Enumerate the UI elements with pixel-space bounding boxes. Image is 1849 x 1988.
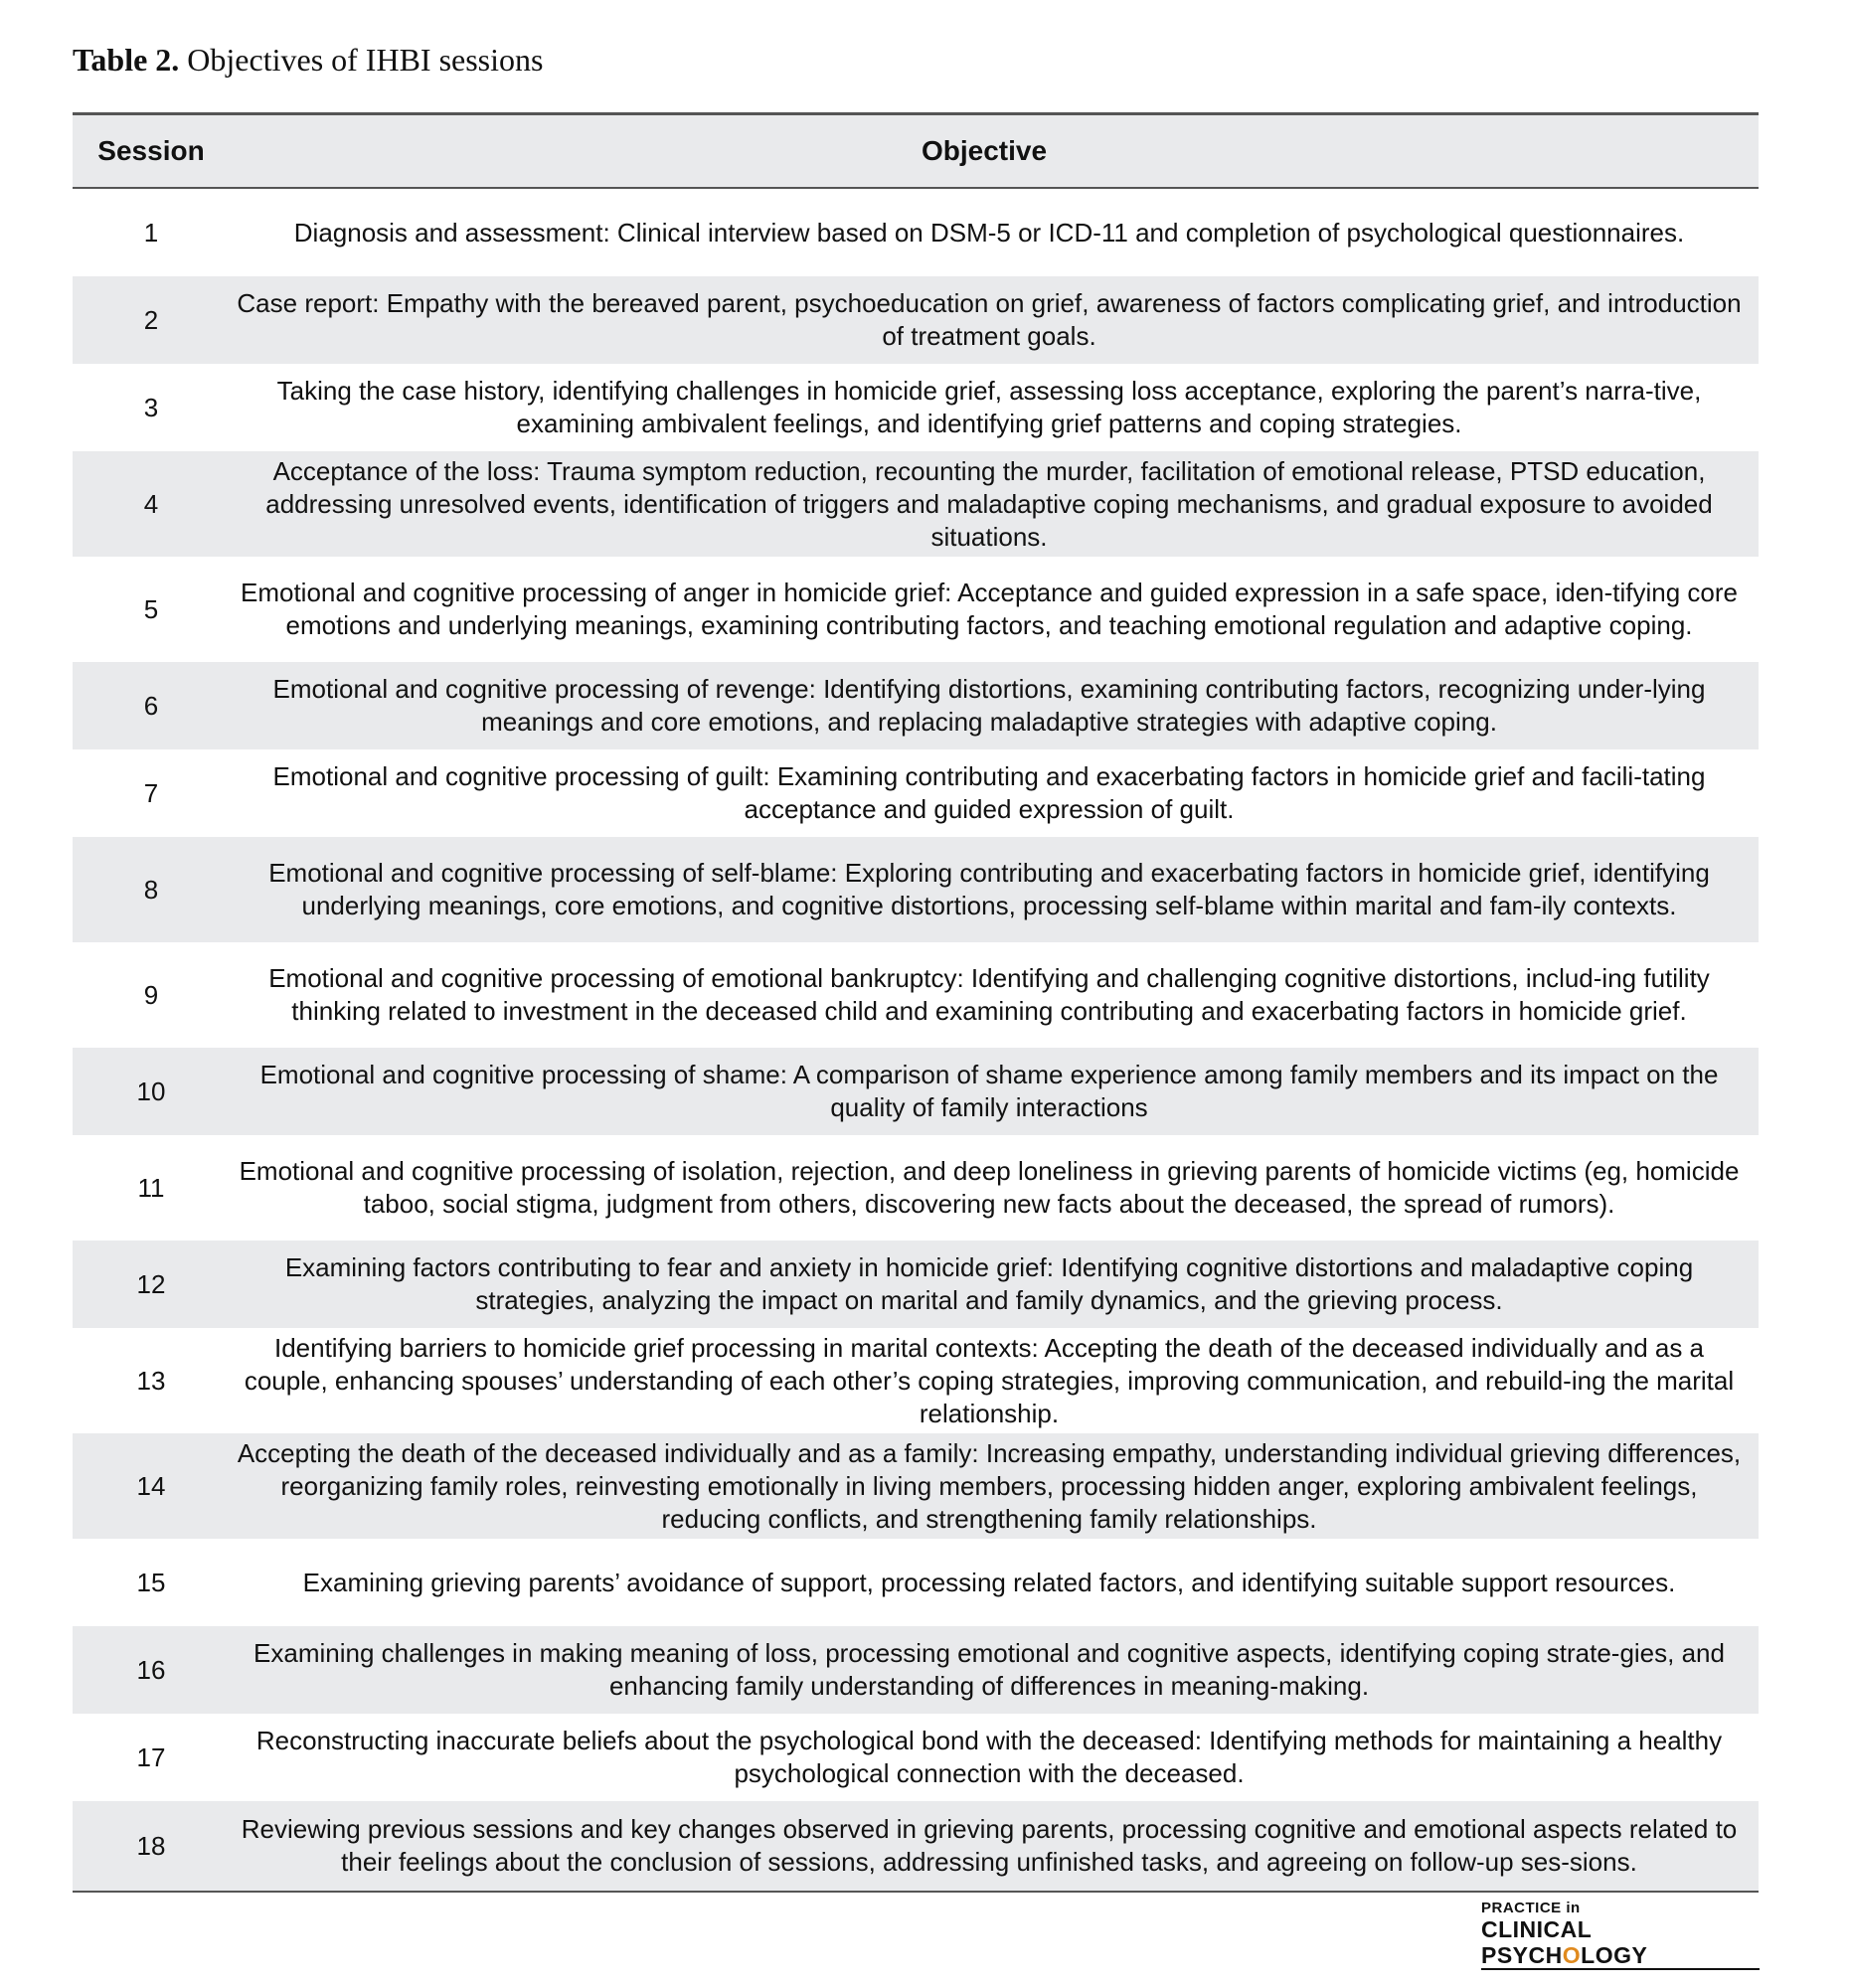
table-row — [73, 1433, 1759, 1539]
session-number: 4 — [143, 488, 159, 519]
session-objective: Identifying barriers to homicide grief processing in marital contexts: Accepting the death of the deceased individually and as a couple, enhancing spouses’ understanding of each other’s coping strategies, improving communication, and rebuild-ing the marital relationship. — [244, 1332, 1735, 1428]
session-number: 14 — [136, 1470, 166, 1501]
session-objective: Diagnosis and assessment: Clinical interview based on DSM-5 or ICD-11 and completion of psychological questionnaires. — [293, 217, 1685, 248]
session-number: 9 — [143, 979, 159, 1010]
session-objective: Reconstructing inaccurate beliefs about the psychological bond with the deceased: Identifying methods for maintaining a healthy psychological connection with the deceased. — [255, 1726, 1723, 1788]
table-caption — [73, 42, 543, 79]
session-number: 10 — [136, 1076, 166, 1106]
session-objective: Emotional and cognitive processing of emotional bankruptcy: Identifying and challenging cognitive distortions, includ-ing futility thinking related to investment in the deceased child and examining contributing and exacerbating factors in homicide grief. — [268, 963, 1710, 1026]
table-row — [73, 1626, 1759, 1714]
session-number: 6 — [143, 690, 159, 721]
session-objective: Examining factors contributing to fear and anxiety in homicide grief: Identifying cognitive distortions and maladaptive coping strategies, analyzing the impact on marital and family dynamics, and the grieving process. — [284, 1252, 1694, 1315]
session-number: 7 — [143, 777, 159, 808]
logo-text-b: LOGY — [1581, 1942, 1648, 1968]
session-objective: Emotional and cognitive processing of anger in homicide grief: Acceptance and guided expression in a safe space, iden-tifying core emotions and underlying meanings, examining contributing factors, and teaching emotional regulation and adaptive coping. — [240, 578, 1739, 640]
logo-line2 — [1481, 1916, 1760, 1970]
table-row — [73, 1714, 1759, 1801]
session-objective: Reviewing previous sessions and key changes observed in grieving parents, processing cognitive and emotional aspects related to their feelings about the conclusion of sessions, addressing unfinished tasks, and agreeing on follow-up ses-sions. — [241, 1814, 1738, 1877]
session-objective: Emotional and cognitive processing of revenge: Identifying distortions, examining contributing factors, recognizing under-lying meanings and core emotions, and replacing maladaptive strategies with adaptive coping. — [272, 674, 1706, 737]
logo-text-a: CLINICAL PSYCH — [1481, 1916, 1592, 1968]
session-number: 3 — [143, 392, 159, 422]
session-objective: Emotional and cognitive processing of self-blame: Exploring contributing and exacerbating factors in homicide grief, identifying underlying meanings, core emotions, and cognitive distortions, processing self-blame within marital and fam-ily contexts. — [268, 858, 1710, 920]
table-row — [73, 1539, 1759, 1626]
session-number: 8 — [143, 874, 159, 905]
brain-icon: O — [1562, 1942, 1582, 1968]
table-row — [73, 837, 1759, 942]
session-objective: Emotional and cognitive processing of isolation, rejection, and deep loneliness in grieving parents of homicide victims (eg, homicide taboo, social stigma, judgment from others, discovering new facts about the deceased, the spread of rumors). — [239, 1156, 1740, 1219]
session-number: 5 — [143, 593, 159, 624]
table-row — [73, 662, 1759, 749]
journal-logo — [1481, 1901, 1760, 1970]
table-row — [73, 1328, 1759, 1433]
session-number: 15 — [136, 1567, 166, 1597]
table-row — [73, 276, 1759, 364]
table-body — [73, 189, 1759, 1891]
session-objective: Case report: Empathy with the bereaved parent, psychoeducation on grief, awareness of factors complicating grief, and introduction of treatment goals. — [237, 288, 1742, 351]
table-row — [73, 451, 1759, 557]
table-row — [73, 1135, 1759, 1241]
table-row — [73, 1048, 1759, 1135]
table-row — [73, 557, 1759, 662]
header-session: Session — [97, 135, 205, 166]
session-number: 11 — [137, 1172, 165, 1203]
table-row — [73, 749, 1759, 837]
session-number: 12 — [136, 1268, 166, 1299]
table-header-row — [73, 115, 1759, 187]
caption-title: Objectives of IHBI sessions — [187, 42, 544, 78]
table-row — [73, 189, 1759, 276]
table-row — [73, 942, 1759, 1048]
table-bottom-rule — [73, 1891, 1759, 1893]
session-number: 17 — [136, 1741, 166, 1772]
header-objective: Objective — [921, 135, 1048, 166]
table-row — [73, 1241, 1759, 1328]
session-objective: Examining challenges in making meaning of loss, processing emotional and cognitive aspects, identifying coping strate-gies, and enhancing family understanding of differences in meaning-making. — [253, 1638, 1725, 1701]
session-number: 18 — [136, 1830, 166, 1861]
session-objective: Taking the case history, identifying challenges in homicide grief, assessing loss acceptance, exploring the parent’s narra-tive, examining ambivalent feelings, and identifying grief patterns and coping strategies. — [276, 376, 1702, 438]
session-objective: Emotional and cognitive processing of guilt: Examining contributing and exacerbating factors in homicide grief and facili-tating acceptance and guided expression of guilt. — [272, 761, 1706, 824]
session-number: 2 — [143, 304, 159, 335]
logo-line1: PRACTICE in — [1481, 1900, 1581, 1916]
session-number: 16 — [136, 1654, 166, 1685]
session-objective: Examining grieving parents’ avoidance of support, processing related factors, and identifying suitable support resources. — [302, 1567, 1676, 1597]
session-number: 1 — [143, 217, 159, 248]
session-objective: Accepting the death of the deceased individually and as a family: Increasing empathy, understanding individual grieving differences, reorganizing family roles, reinvesting emotionally in living members, processing hidden anger, exploring ambivalent feelings, reducing conflicts, and strengthening family relationships. — [237, 1437, 1742, 1534]
session-number: 13 — [136, 1365, 166, 1396]
session-objective: Acceptance of the loss: Trauma symptom reduction, recounting the murder, facilitation of emotional release, PTSD education, addressing unresolved events, identification of triggers and maladaptive coping mechanisms, and gradual exposure to avoided situations. — [265, 455, 1713, 552]
objectives-table — [73, 112, 1759, 1893]
table-row — [73, 364, 1759, 451]
caption-label: Table 2. — [73, 42, 180, 78]
table-row — [73, 1801, 1759, 1891]
session-objective: Emotional and cognitive processing of shame: A comparison of shame experience among family members and its impact on the quality of family interactions — [259, 1060, 1719, 1122]
